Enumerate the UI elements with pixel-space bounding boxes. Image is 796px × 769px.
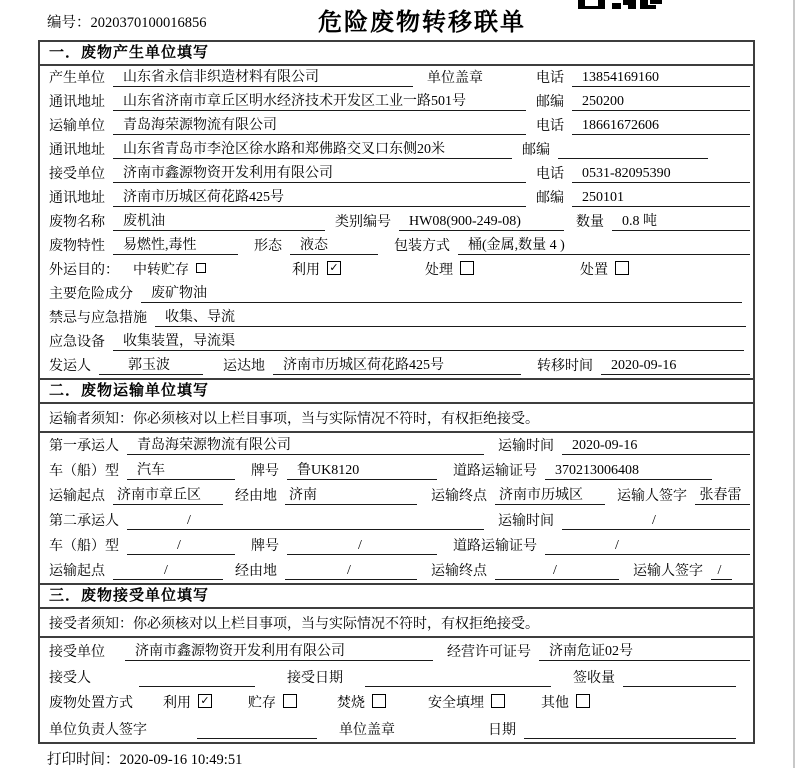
row-route-2 (40, 558, 753, 583)
leader-sign-label: 单位负责人签字 (49, 723, 147, 738)
origin-value: 济南市章丘区 (113, 484, 223, 505)
row-receiver-address (40, 186, 753, 210)
row-purpose (40, 258, 753, 282)
disposal-option-utilize (163, 692, 212, 712)
section-receiver-header: 三．废物接受单位填写 (40, 583, 753, 609)
terminus-value: / (495, 563, 619, 580)
print-time (47, 748, 242, 769)
address-value: 山东省济南市章丘区明水经济技术开发区工业一路501号 (113, 90, 526, 111)
section-receiver (40, 583, 753, 742)
notice-text: 你必须核对以上栏目事项，当与实际情况不符时，有权拒绝接受。 (133, 411, 539, 427)
checkbox-icon (615, 261, 629, 275)
row-vehicle-2 (40, 533, 753, 558)
form-serial (47, 11, 207, 32)
origin-value: / (113, 563, 223, 580)
address-label: 通讯地址 (49, 191, 105, 206)
vehicle-type-label: 车（船）型 (49, 464, 119, 479)
form-state-label: 形态 (254, 239, 282, 254)
carrier-sign-label: 运输人签字 (633, 564, 703, 579)
phone-value: 0531-82095390 (572, 166, 750, 183)
row-accept-person (40, 664, 753, 690)
packing-label: 包装方式 (394, 239, 450, 254)
checkbox-icon: ✓ (327, 261, 341, 275)
row-vehicle-1 (40, 458, 753, 483)
accept-date-value (365, 686, 551, 687)
row-transporter-address (40, 138, 753, 162)
zip-value (558, 158, 708, 159)
zip-value: 250101 (572, 190, 750, 207)
quantity-value: 0.8 吨 (612, 210, 750, 231)
license-label: 经营许可证号 (447, 645, 531, 660)
shipper-label: 发运人 (49, 359, 91, 374)
transfer-time-value: 2020-09-16 (601, 358, 750, 375)
option-label: 焚烧 (337, 695, 365, 711)
plate-label: 牌号 (251, 539, 279, 554)
sign-quantity-label: 签收量 (573, 671, 615, 686)
transfer-form-table (38, 40, 755, 744)
road-permit-label: 道路运输证号 (453, 464, 537, 479)
hazard-label: 主要危险成分 (49, 287, 133, 302)
via-label: 经由地 (235, 489, 277, 504)
zip-label: 邮编 (522, 143, 550, 158)
plate-value: 鲁UK8120 (287, 459, 437, 480)
category-label: 类别编号 (335, 215, 391, 230)
print-time-value: 2020-09-16 10:49:51 (119, 752, 243, 768)
date-value (524, 738, 736, 739)
terminus-value: 济南市历城区 (495, 484, 605, 505)
accept-person-label: 接受人 (49, 671, 91, 686)
plate-label: 牌号 (251, 464, 279, 479)
row-receiver (40, 162, 753, 186)
checkbox-icon (491, 694, 505, 708)
zip-label: 邮编 (536, 95, 564, 110)
purpose-option-transfer-storage (133, 259, 206, 279)
row-taboo-measures (40, 306, 753, 330)
checkbox-icon (196, 263, 206, 273)
option-label: 处理 (425, 262, 453, 278)
transporter-value: 青岛海荣源物流有限公司 (113, 114, 526, 135)
carrier-value: / (127, 513, 484, 530)
row-transporter-notice (40, 404, 753, 433)
origin-label: 运输起点 (49, 564, 105, 579)
unit-seal-label: 单位盖章 (339, 723, 395, 738)
row-producer (40, 66, 753, 90)
category-value: HW08(900-249-08) (399, 214, 564, 231)
section-transporter-header: 二．废物运输单位填写 (40, 378, 753, 404)
via-value: / (285, 563, 417, 580)
carrier-label: 第一承运人 (49, 439, 119, 454)
qr-code-icon (578, 0, 662, 9)
notice-text: 你必须核对以上栏目事项，当与实际情况不符时，有权拒绝接受。 (133, 616, 539, 632)
purpose-option-treat (425, 259, 474, 279)
road-permit-label: 道路运输证号 (453, 539, 537, 554)
checkbox-icon (283, 694, 297, 708)
accept-unit-label: 接受单位 (49, 645, 105, 660)
zip-value: 250200 (572, 94, 750, 111)
transport-time-value: / (562, 513, 750, 530)
row-emergency-equipment (40, 330, 753, 354)
terminus-label: 运输终点 (431, 564, 487, 579)
vehicle-type-value: / (127, 538, 235, 555)
address-value: 济南市历城区荷花路425号 (113, 186, 526, 207)
form-title: 危险废物转移联单 (318, 10, 526, 36)
accept-person-value (139, 686, 255, 687)
waste-name-label: 废物名称 (49, 215, 105, 230)
row-shipper (40, 354, 753, 378)
phone-value: 18661672606 (572, 118, 750, 135)
address-value: 山东省青岛市李沧区徐水路和郑佛路交叉口东侧20米 (113, 138, 512, 159)
row-transporter (40, 114, 753, 138)
transport-time-label: 运输时间 (498, 439, 554, 454)
row-leader-signature (40, 716, 753, 742)
purpose-label: 外运目的： (49, 262, 119, 278)
character-label: 废物特性 (49, 239, 105, 254)
license-value: 济南危证02号 (539, 640, 750, 661)
quantity-label: 数量 (576, 215, 604, 230)
phone-label: 电话 (536, 119, 564, 134)
serial-label: 编号： (47, 15, 91, 31)
print-time-label: 打印时间： (47, 752, 120, 768)
row-waste-name (40, 210, 753, 234)
producer-value: 山东省永信非织造材料有限公司 (113, 66, 413, 87)
transport-time-value: 2020-09-16 (562, 438, 750, 455)
disposal-option-landfill (428, 692, 505, 712)
row-producer-address (40, 90, 753, 114)
row-second-carrier (40, 508, 753, 533)
sign-quantity-value (623, 686, 736, 687)
transporter-label: 运输单位 (49, 119, 105, 134)
equipment-value: 收集装置，导流渠 (113, 330, 744, 351)
form-state-value: 液态 (290, 234, 378, 255)
unit-seal-label: 单位盖章 (427, 71, 483, 86)
carrier-sign-value: / (711, 563, 732, 580)
row-disposal-method (40, 690, 753, 716)
leader-sign-value (197, 738, 317, 739)
plate-value: / (287, 538, 437, 555)
zip-label: 邮编 (536, 191, 564, 206)
row-first-carrier (40, 433, 753, 458)
waste-name-value: 废机油 (113, 210, 325, 231)
row-route-1 (40, 483, 753, 508)
via-label: 经由地 (235, 564, 277, 579)
destination-label: 运达地 (223, 359, 265, 374)
terminus-label: 运输终点 (431, 489, 487, 504)
section-producer (40, 42, 753, 378)
row-receiver-notice (40, 609, 753, 638)
vehicle-type-label: 车（船）型 (49, 539, 119, 554)
vehicle-type-value: 汽车 (127, 459, 235, 480)
origin-label: 运输起点 (49, 489, 105, 504)
transport-time-label: 运输时间 (498, 514, 554, 529)
option-label: 安全填埋 (428, 695, 484, 711)
shipper-value: 郭玉波 (99, 354, 203, 375)
carrier-label: 第二承运人 (49, 514, 119, 529)
serial-number: 2020370100016856 (90, 15, 207, 31)
transfer-time-label: 转移时间 (537, 359, 593, 374)
checkbox-icon (576, 694, 590, 708)
row-hazard-component (40, 282, 753, 306)
via-value: 济南 (285, 484, 417, 505)
notice-label: 运输者须知： (49, 411, 133, 427)
purpose-option-dispose (580, 259, 629, 279)
receiver-value: 济南市鑫源物资开发利用有限公司 (113, 162, 526, 183)
section-transporter (40, 378, 753, 583)
notice-label: 接受者须知： (49, 616, 133, 632)
accept-unit-value: 济南市鑫源物资开发利用有限公司 (125, 640, 433, 661)
packing-value: 桶(金属,数量 4 ) (458, 234, 750, 255)
character-value: 易燃性,毒性 (113, 234, 238, 255)
carrier-sign-value: 张春雷 (695, 484, 750, 505)
phone-label: 电话 (536, 71, 564, 86)
option-label: 利用 (292, 262, 320, 278)
option-label: 其他 (541, 695, 569, 711)
disposal-label: 废物处置方式 (49, 695, 133, 711)
disposal-option-incinerate (337, 692, 386, 712)
option-label: 贮存 (248, 695, 276, 711)
option-label: 中转贮存 (133, 262, 189, 278)
destination-value: 济南市历城区荷花路425号 (273, 354, 521, 375)
receiver-label: 接受单位 (49, 167, 105, 182)
checkbox-icon (460, 261, 474, 275)
road-permit-value: / (545, 538, 750, 555)
section-producer-header: 一．废物产生单位填写 (40, 42, 753, 66)
date-label: 日期 (488, 723, 516, 738)
producer-label: 产生单位 (49, 71, 105, 86)
road-permit-value: 370213006408 (545, 463, 712, 480)
carrier-value: 青岛海荣源物流有限公司 (127, 434, 484, 455)
equipment-label: 应急设备 (49, 335, 105, 350)
accept-date-label: 接受日期 (287, 671, 343, 686)
taboo-value: 收集、导流 (155, 306, 746, 327)
option-label: 处置 (580, 262, 608, 278)
phone-value: 13854169160 (572, 70, 750, 87)
taboo-label: 禁忌与应急措施 (49, 311, 147, 326)
row-waste-character (40, 234, 753, 258)
address-label: 通讯地址 (49, 95, 105, 110)
disposal-option-other (541, 692, 590, 712)
hazard-value: 废矿物油 (141, 282, 742, 303)
page-edge-divider (793, 0, 795, 768)
phone-label: 电话 (536, 167, 564, 182)
row-accept-unit (40, 638, 753, 664)
checkbox-icon (372, 694, 386, 708)
checkbox-icon: ✓ (198, 694, 212, 708)
disposal-option-storage (248, 692, 297, 712)
address-label: 通讯地址 (49, 143, 105, 158)
purpose-option-utilize (292, 259, 341, 279)
option-label: 利用 (163, 695, 191, 711)
carrier-sign-label: 运输人签字 (617, 489, 687, 504)
